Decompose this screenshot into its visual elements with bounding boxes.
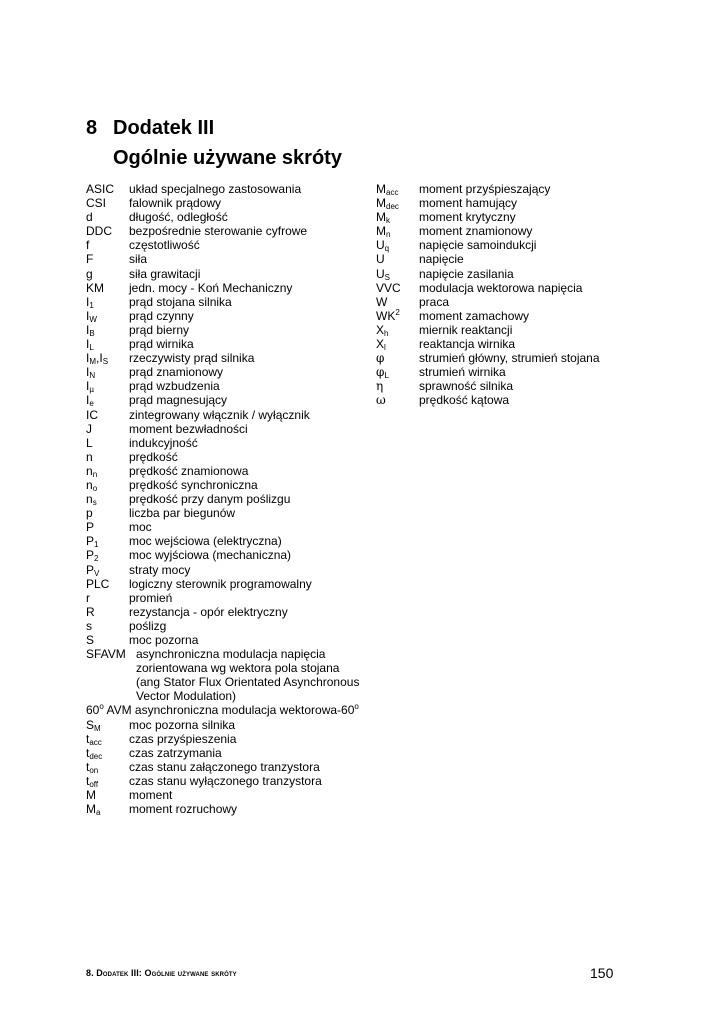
abbreviation-entry xyxy=(86,760,376,774)
abbreviation-symbol: S xyxy=(86,717,95,732)
abbreviation-entry xyxy=(86,732,376,746)
chapter-number: 8 xyxy=(86,117,98,139)
abbreviation-symbol: I xyxy=(86,365,90,380)
abbreviation-description: czas stanu załączonego tranzystora xyxy=(129,759,320,774)
abbreviation-subscript: dec xyxy=(386,202,399,212)
abbreviation-description: moc xyxy=(129,520,152,535)
abbreviation xyxy=(86,492,97,506)
abbreviation xyxy=(86,534,98,548)
abbreviation xyxy=(86,746,102,760)
abbreviation-description: moment hamujący xyxy=(419,196,518,211)
abbreviation xyxy=(376,281,401,295)
abbreviation xyxy=(86,506,93,520)
abbreviation-subscript: h xyxy=(384,328,389,338)
abbreviation-entry xyxy=(86,323,376,337)
abbreviation-entry xyxy=(86,548,376,562)
abbreviation-description: zintegrowany włącznik / wyłącznik xyxy=(129,407,310,422)
abbreviation xyxy=(376,182,398,196)
abbreviations-left-column xyxy=(86,182,376,816)
abbreviation-symbol: t xyxy=(86,731,90,746)
abbreviation-entry xyxy=(86,309,376,323)
abbreviation xyxy=(376,337,386,351)
abbreviation-symbol: L xyxy=(86,435,93,450)
abbreviation-symbol: I xyxy=(86,308,90,323)
abbreviation-description: prędkość znamionowa xyxy=(129,463,249,478)
abbreviation-entry xyxy=(376,295,626,309)
abbreviation-entry xyxy=(86,351,376,365)
abbreviation-symbol: VVC xyxy=(376,280,401,295)
abbreviation-symbol: U xyxy=(376,238,385,253)
abbreviation-description: prędkość przy danym poślizgu xyxy=(129,492,291,507)
abbreviation-entry xyxy=(86,196,376,210)
abbreviation-entry xyxy=(86,379,376,393)
abbreviation xyxy=(376,365,389,379)
abbreviation xyxy=(86,267,93,281)
abbreviation xyxy=(86,252,93,266)
abbreviation xyxy=(376,196,399,210)
abbreviation xyxy=(376,309,400,323)
abbreviation-entry xyxy=(86,337,376,351)
abbreviation-description: prąd wirnika xyxy=(129,337,194,352)
abbreviation xyxy=(86,760,98,774)
abbreviation-description: długość, odległość xyxy=(129,210,228,225)
abbreviation xyxy=(86,210,93,224)
page-number: 150 xyxy=(590,965,614,981)
abbreviation-symbol: DDC xyxy=(86,224,112,239)
abbreviation-symbol: f xyxy=(86,238,90,253)
abbreviation xyxy=(376,295,387,309)
abbreviation-entry xyxy=(86,718,376,732)
sfavm-line xyxy=(86,689,376,703)
abbreviation-symbol: ,I xyxy=(96,351,103,366)
abbreviation xyxy=(376,224,390,238)
abbreviation xyxy=(86,323,95,337)
abbreviation-symbol: R xyxy=(86,604,95,619)
abbreviation-entry xyxy=(86,238,376,252)
abbreviation-symbol: t xyxy=(86,773,90,788)
abbreviation xyxy=(86,450,93,464)
abbreviation-subscript: 1 xyxy=(94,540,99,550)
abbreviation-subscript: acc xyxy=(386,188,399,197)
abbreviation-subscript: L xyxy=(384,371,389,381)
abbreviation-entry xyxy=(86,520,376,534)
abbreviation-description: praca xyxy=(419,294,450,309)
abbreviation-description: moment xyxy=(129,788,173,803)
abbreviation-description: prędkość synchroniczna xyxy=(129,477,258,492)
footer-section-title: 8. Dodatek III: Ogólnie używane skróty xyxy=(86,968,237,978)
abbreviation-entry xyxy=(376,196,626,210)
abbreviation-symbol: n xyxy=(86,477,93,492)
abbreviation xyxy=(86,351,108,365)
abbreviation xyxy=(86,238,89,252)
abbreviation-description: Vector Modulation) xyxy=(136,689,237,704)
abbreviation xyxy=(86,365,95,379)
abbreviation-entry xyxy=(376,238,626,252)
abbreviation-entry xyxy=(86,393,376,407)
sfavm-line xyxy=(86,675,376,689)
abbreviation-description: moc pozorna silnika xyxy=(129,717,236,732)
abbreviation xyxy=(86,196,106,210)
abbreviation-subscript: n xyxy=(386,230,391,240)
abbreviation-subscript: l xyxy=(384,343,386,353)
abbreviation-description: liczba par biegunów xyxy=(129,506,236,521)
abbreviation-subscript: V xyxy=(94,568,100,578)
abbreviation-symbol: M xyxy=(376,210,386,225)
avm-description: AVM asynchroniczna modulacja wektorowa-60 xyxy=(103,703,355,718)
abbreviation-description: zorientowana wg wektora pola stojana xyxy=(136,661,340,676)
abbreviation-entry xyxy=(376,281,626,295)
abbreviation xyxy=(86,563,99,577)
abbreviation xyxy=(86,605,95,619)
abbreviation-subscript: µ xyxy=(89,385,94,395)
abbreviation-description: moment zamachowy xyxy=(419,308,530,323)
sfavm-line xyxy=(86,661,376,675)
abbreviation-entry xyxy=(86,492,376,506)
abbreviation-symbol: I xyxy=(86,379,90,394)
avm-value: 60 xyxy=(86,703,100,718)
abbreviation-symbol: M xyxy=(86,788,96,803)
abbreviation-entry xyxy=(376,323,626,337)
abbreviation-symbol: ASIC xyxy=(86,182,115,196)
abbreviation-description: reaktancja wirnika xyxy=(419,337,516,352)
abbreviation-description: czas stanu wyłączonego tranzystora xyxy=(129,773,322,788)
abbreviation-subscript: acc xyxy=(89,737,102,747)
abbreviation-symbol: I xyxy=(86,351,90,366)
abbreviation-entry xyxy=(376,309,626,323)
abbreviation-description: napięcie samoindukcji xyxy=(419,238,537,253)
abbreviation-symbol: η xyxy=(376,379,384,394)
abbreviation-description: prąd czynny xyxy=(129,308,194,323)
abbreviation-description: strumień główny, strumień stojana xyxy=(419,351,600,366)
abbreviation-symbol: U xyxy=(376,266,385,281)
abbreviation xyxy=(86,393,94,407)
abbreviation-subscript: e xyxy=(89,399,94,409)
abbreviation-entry xyxy=(86,506,376,520)
abbreviation-symbol: M xyxy=(376,196,386,211)
abbreviation-entry xyxy=(86,224,376,238)
abbreviation-description: moment rozruchowy xyxy=(129,802,238,817)
abbreviation-subscript: q xyxy=(384,244,390,254)
abbreviation xyxy=(376,393,386,407)
abbreviation xyxy=(86,633,94,647)
abbreviation-symbol: d xyxy=(86,210,93,225)
abbreviation-symbol: KM xyxy=(86,280,104,295)
abbreviation-symbol: WK xyxy=(376,308,396,323)
abbreviation-symbol: I xyxy=(86,393,90,408)
abbreviation-entry xyxy=(86,365,376,379)
abbreviation-entry xyxy=(86,788,376,802)
abbreviation-description: poślizg xyxy=(129,618,167,633)
abbreviation-symbol: ω xyxy=(376,393,386,408)
abbreviation-symbol: PLC xyxy=(86,576,110,591)
abbreviation-description: moc wejściowa (elektryczna) xyxy=(129,534,282,549)
abbreviation-description: rezystancja - opór elektryczny xyxy=(129,604,288,619)
abbreviation-entry xyxy=(86,464,376,478)
abbreviation-symbol: g xyxy=(86,266,93,281)
abbreviation-description: falownik prądowy xyxy=(129,196,222,211)
abbreviation-symbol: U xyxy=(376,252,385,267)
abbreviation-entry xyxy=(376,337,626,351)
abbreviation-description: napięcie zasilania xyxy=(419,266,514,281)
abbreviation-entry xyxy=(376,210,626,224)
abbreviation xyxy=(86,802,100,816)
abbreviation-symbol: φ xyxy=(376,351,385,366)
abbreviation-subscript: 2 xyxy=(94,554,99,564)
avm-entry xyxy=(86,703,376,717)
chapter-heading xyxy=(86,116,214,140)
abbreviation xyxy=(86,224,112,238)
abbreviation-symbol: CSI xyxy=(86,196,107,211)
abbreviation-entry xyxy=(376,365,626,379)
abbreviation-description: częstotliwość xyxy=(129,238,200,253)
abbreviation-description: siła grawitacji xyxy=(129,266,201,281)
abbreviation-entry xyxy=(376,182,626,196)
abbreviation-description: prąd wzbudzenia xyxy=(129,379,220,394)
abbreviation-description: napięcie xyxy=(419,252,464,267)
abbreviation xyxy=(86,732,102,746)
abbreviation-entry xyxy=(86,633,376,647)
abbreviation-description: jedn. mocy - Koń Mechaniczny xyxy=(129,280,293,295)
abbreviation-symbol: P xyxy=(86,548,95,563)
abbreviation-subscript: S xyxy=(384,272,391,282)
abbreviation xyxy=(376,252,385,266)
abbreviation xyxy=(86,788,96,802)
abbreviation-subscript: M xyxy=(89,357,97,367)
abbreviation-entry xyxy=(86,182,376,196)
abbreviation xyxy=(86,422,92,436)
abbreviation-entry xyxy=(86,295,376,309)
abbreviation-subscript: L xyxy=(89,343,94,353)
abbreviation xyxy=(86,591,90,605)
abbreviation xyxy=(86,478,97,492)
abbreviation-symbol: M xyxy=(376,182,386,196)
abbreviation-description: moment bezwładności xyxy=(129,421,248,436)
abbreviation-description: indukcyjność xyxy=(129,435,198,450)
abbreviation-entry xyxy=(86,281,376,295)
abbreviation-subscript: off xyxy=(89,779,99,789)
abbreviation-entry xyxy=(86,450,376,464)
abbreviation xyxy=(376,379,383,393)
chapter-subtitle: Ogólnie używane skróty xyxy=(113,147,342,169)
abbreviation-subscript: k xyxy=(386,216,390,226)
abbreviation-entry xyxy=(86,802,376,816)
degree-sign: o xyxy=(99,702,104,712)
abbreviation-symbol: P xyxy=(86,534,95,549)
abbreviation xyxy=(86,309,97,323)
abbreviations-right-column xyxy=(376,182,626,408)
abbreviation-symbol: J xyxy=(86,421,92,436)
abbreviation-subscript: o xyxy=(92,483,98,493)
abbreviation-symbol: n xyxy=(86,492,93,507)
abbreviation-symbol: n xyxy=(86,463,93,478)
abbreviation-entry xyxy=(376,351,626,365)
sfavm-line xyxy=(86,647,376,661)
abbreviation-entry xyxy=(376,393,626,407)
abbreviation-description: moment znamionowy xyxy=(419,224,533,239)
abbreviation-entry xyxy=(86,436,376,450)
abbreviation-entry xyxy=(86,774,376,788)
abbreviation-description: prąd stojana silnika xyxy=(129,294,232,309)
abbreviation-symbol: X xyxy=(376,337,385,352)
abbreviation xyxy=(86,436,93,450)
abbreviation-subscript: s xyxy=(92,498,97,508)
abbreviation-description: rzeczywisty prąd silnika xyxy=(129,351,255,366)
degree-sign: o xyxy=(354,702,359,712)
abbreviation-description: prąd znamionowy xyxy=(129,365,224,380)
abbreviation-subscript: M xyxy=(94,723,101,733)
abbreviation-entry xyxy=(86,605,376,619)
abbreviation-subscript: B xyxy=(89,328,95,338)
abbreviation-symbol: IC xyxy=(86,407,98,422)
abbreviation-description: moment przyśpieszający xyxy=(419,182,551,196)
abbreviation-description: układ specjalnego zastosowania xyxy=(129,182,302,196)
abbreviation-description: siła xyxy=(129,252,148,267)
abbreviation xyxy=(86,464,97,478)
abbreviation xyxy=(86,408,98,422)
abbreviation-symbol: p xyxy=(86,506,93,521)
abbreviation xyxy=(86,520,94,534)
abbreviation-subscript: S xyxy=(102,357,109,367)
abbreviation-symbol: t xyxy=(86,759,90,774)
abbreviation xyxy=(376,351,384,365)
abbreviation-description: moment krytyczny xyxy=(419,210,516,225)
abbreviation xyxy=(86,548,98,562)
abbreviation-entry xyxy=(86,478,376,492)
abbreviation-symbol: I xyxy=(86,322,90,337)
abbreviation-description: asynchroniczna modulacja napięcia xyxy=(136,647,326,662)
abbreviation-entry xyxy=(86,252,376,266)
abbreviation xyxy=(376,238,389,252)
abbreviation xyxy=(86,379,94,393)
abbreviation xyxy=(86,182,114,196)
abbreviation-symbol: P xyxy=(86,520,95,535)
abbreviation-symbol: X xyxy=(376,322,385,337)
abbreviation-subscript: dec xyxy=(89,751,103,761)
abbreviation-symbol: P xyxy=(86,562,95,577)
abbreviation-description: prąd magnesujący xyxy=(129,393,228,408)
abbreviation-description: (ang Stator Flux Orientated Asynchronous xyxy=(136,675,360,690)
abbreviation xyxy=(376,323,388,337)
abbreviation-symbol: s xyxy=(86,618,92,633)
abbreviation xyxy=(376,210,390,224)
abbreviation-subscript: a xyxy=(96,808,101,818)
abbreviation-entry xyxy=(86,591,376,605)
abbreviation-symbol: M xyxy=(86,802,96,817)
abbreviation-symbol: W xyxy=(376,294,388,309)
abbreviation-symbol: I xyxy=(86,337,90,352)
abbreviation-description: moc pozorna xyxy=(129,633,199,647)
abbreviation xyxy=(86,619,92,633)
abbreviation-description: moc wyjściowa (mechaniczna) xyxy=(129,548,292,563)
abbreviation-description: bezpośrednie sterowanie cyfrowe xyxy=(129,224,308,239)
abbreviation-entry xyxy=(86,563,376,577)
abbreviation-entry xyxy=(376,252,626,266)
abbreviation xyxy=(86,337,94,351)
abbreviation: SFAVM xyxy=(86,647,126,662)
abbreviation-entry xyxy=(86,746,376,760)
abbreviation-symbol: F xyxy=(86,252,94,267)
abbreviation-description: promień xyxy=(129,590,173,605)
abbreviation xyxy=(86,718,101,732)
abbreviation-description: prąd bierny xyxy=(129,322,190,337)
abbreviation-description: prędkość xyxy=(129,449,178,464)
abbreviation-entry xyxy=(376,224,626,238)
abbreviation xyxy=(376,267,390,281)
abbreviation-subscript: N xyxy=(89,371,96,381)
abbreviation-entry xyxy=(86,210,376,224)
abbreviation-entry xyxy=(376,379,626,393)
abbreviation-superscript: 2 xyxy=(395,307,400,317)
abbreviation-description: modulacja wektorowa napięcia xyxy=(419,280,583,295)
abbreviation-subscript: on xyxy=(89,765,99,775)
abbreviation-symbol: r xyxy=(86,590,90,605)
abbreviation xyxy=(86,577,109,591)
abbreviation-symbol: φ xyxy=(376,365,385,380)
abbreviation-entry xyxy=(86,534,376,548)
abbreviation xyxy=(86,295,94,309)
abbreviation-subscript: W xyxy=(89,314,97,324)
abbreviation-subscript: n xyxy=(92,469,98,479)
abbreviation-entry xyxy=(86,619,376,633)
abbreviation-description: sprawność silnika xyxy=(419,379,514,394)
avm-text xyxy=(86,703,359,717)
abbreviation-symbol: n xyxy=(86,449,93,464)
abbreviation-entry xyxy=(86,577,376,591)
abbreviation-symbol: I xyxy=(86,294,90,309)
abbreviation-description: czas zatrzymania xyxy=(129,745,222,760)
chapter-title: Dodatek III xyxy=(113,117,215,139)
abbreviation-description: strumień wirnika xyxy=(419,365,506,380)
abbreviation-entry xyxy=(376,267,626,281)
abbreviation-description: prędkość kątowa xyxy=(419,393,510,408)
abbreviation-entry xyxy=(86,422,376,436)
abbreviation-symbol: S xyxy=(86,633,95,647)
abbreviation-entry xyxy=(86,408,376,422)
abbreviation-entry xyxy=(86,267,376,281)
abbreviation-description: czas przyśpieszenia xyxy=(129,731,237,746)
abbreviation xyxy=(86,774,98,788)
abbreviation-symbol: t xyxy=(86,745,90,760)
abbreviation-symbol: M xyxy=(376,224,386,239)
abbreviation-description: miernik reaktancji xyxy=(419,322,513,337)
abbreviation-subscript: 1 xyxy=(89,300,94,310)
abbreviation xyxy=(86,281,104,295)
abbreviation-description: straty mocy xyxy=(129,562,191,577)
abbreviation-description: logiczny sterownik programowalny xyxy=(129,576,312,591)
